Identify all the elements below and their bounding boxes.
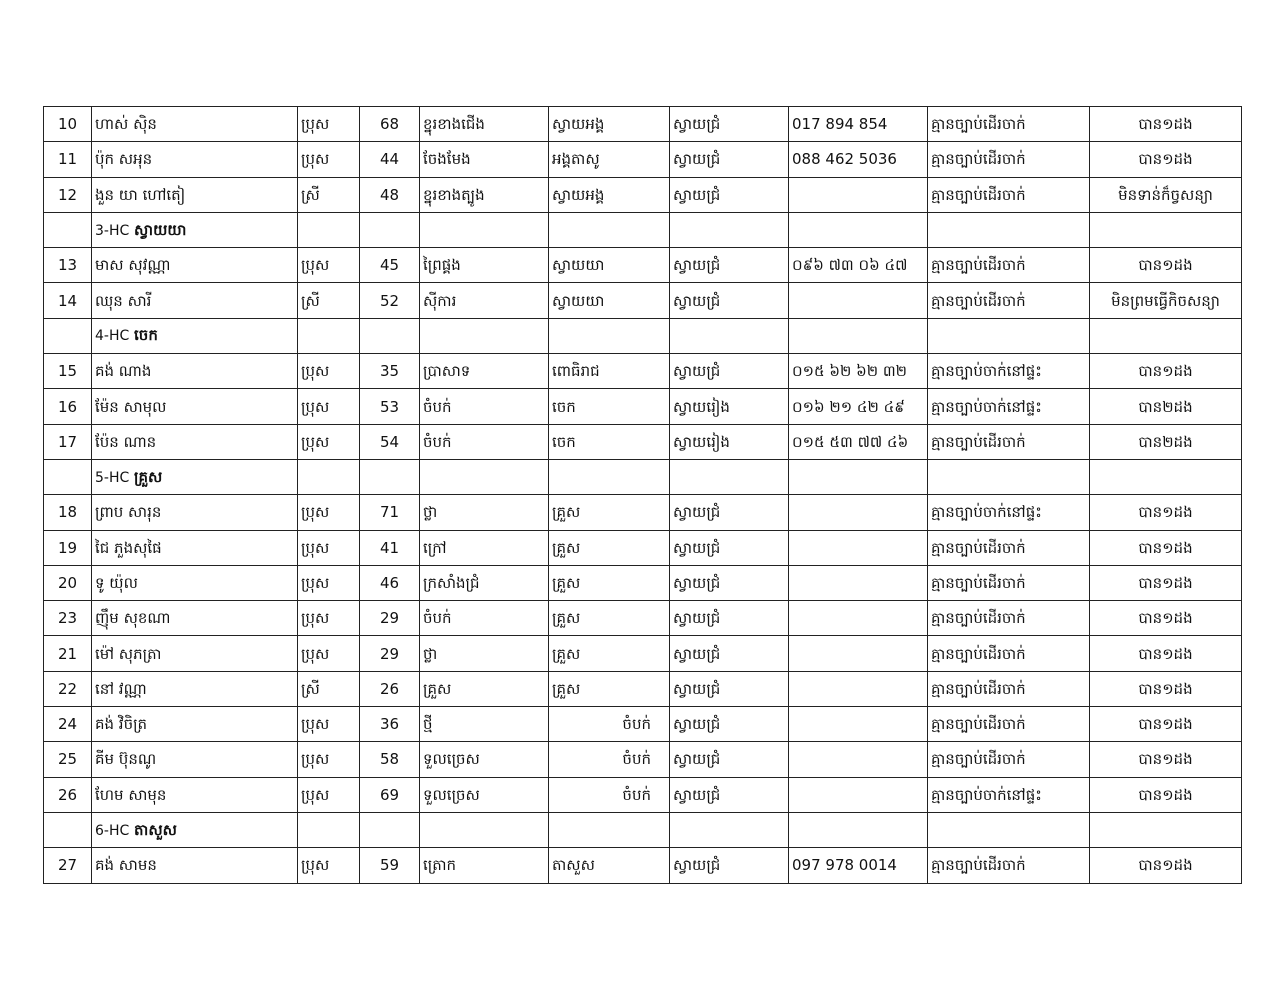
commune-name: ស្វាយយា [549,283,670,318]
person-sex: ប្រុស [298,777,360,812]
table-row [44,565,1242,600]
section-empty-cell [789,812,928,847]
health-center-name: តាសួស [134,820,177,839]
row-number: 25 [44,742,92,777]
section-empty-cell [360,318,420,353]
person-name: នៅ វណ្ណា [92,671,298,706]
person-sex: ប្រុស [298,354,360,389]
section-empty-cell [44,812,92,847]
section-empty-cell [298,812,360,847]
commune-name: ស្វាយយា [549,248,670,283]
section-label-cell [92,318,298,353]
phone-number: 088 462 5036 [789,142,928,177]
table-row [44,777,1242,812]
village-name: ស៊ីការ [420,283,549,318]
section-empty-cell [360,812,420,847]
person-sex: ស្រី [298,671,360,706]
vaccination-history: គ្មានច្បាប់ដើរចាក់ [928,530,1090,565]
row-number: 24 [44,707,92,742]
commune-name: ចេក [549,389,670,424]
phone-number: 017 894 854 [789,107,928,142]
phone-number: ០១៥ ៦២ ៦២ ៣២ [789,354,928,389]
village-name: ចែងមែង [420,142,549,177]
health-center-code: 3-HC [95,222,130,239]
row-number: 13 [44,248,92,283]
district-name: ស្វាយជ្រំ [670,742,789,777]
table-row [44,848,1242,883]
section-empty-cell [670,812,789,847]
section-empty-cell [549,459,670,494]
person-age: 36 [360,707,420,742]
dose-status: បាន១ដង [1090,777,1242,812]
section-empty-cell [928,812,1090,847]
table-row [44,707,1242,742]
table-row [44,107,1242,142]
person-name: ម៉ែន សាមុល [92,389,298,424]
district-name: ស្វាយជ្រំ [670,530,789,565]
health-center-code: 6-HC [95,822,130,839]
section-empty-cell [549,812,670,847]
row-number: 16 [44,389,92,424]
phone-number [789,530,928,565]
vaccination-history: គ្មានច្បាប់ដើរចាក់ [928,707,1090,742]
vaccination-history: គ្មានច្បាប់ដើរចាក់ [928,601,1090,636]
phone-number [789,707,928,742]
person-name: ប៉ុក សអុន [92,142,298,177]
district-name: ស្វាយជ្រំ [670,565,789,600]
person-age: 59 [360,848,420,883]
person-age: 29 [360,601,420,636]
phone-number [789,671,928,706]
commune-name: ចំបក់ [549,777,670,812]
person-age: 68 [360,107,420,142]
section-empty-cell [44,318,92,353]
village-name: ចំបក់ [420,389,549,424]
phone-number [789,565,928,600]
person-age: 58 [360,742,420,777]
phone-number: ០១៦ ២១ ៤២ ៤៩ [789,389,928,424]
section-empty-cell [420,318,549,353]
person-sex: ប្រុស [298,848,360,883]
person-age: 45 [360,248,420,283]
vaccination-history: គ្មានច្បាប់ចាក់នៅផ្ទះ [928,777,1090,812]
row-number: 12 [44,177,92,212]
table-row [44,142,1242,177]
person-age: 54 [360,424,420,459]
dose-status: បាន២ដង [1090,424,1242,459]
phone-number: ០១៥ ៥៣ ៧៧ ៤៦ [789,424,928,459]
person-age: 41 [360,530,420,565]
row-number: 18 [44,495,92,530]
vaccination-history: គ្មានច្បាប់ដើរចាក់ [928,424,1090,459]
table-row [44,495,1242,530]
district-name: ស្វាយរៀង [670,424,789,459]
table-row [44,177,1242,212]
section-empty-cell [789,459,928,494]
section-empty-cell [549,318,670,353]
person-age: 48 [360,177,420,212]
table-row [44,354,1242,389]
phone-number [789,742,928,777]
row-number: 11 [44,142,92,177]
health-center-code: 5-HC [95,469,130,486]
district-name: ស្វាយជ្រំ [670,142,789,177]
phone-number: 097 978 0014 [789,848,928,883]
person-name: ញ៉ឹម សុខណា [92,601,298,636]
section-empty-cell [1090,459,1242,494]
section-empty-cell [670,459,789,494]
row-number: 20 [44,565,92,600]
row-number: 17 [44,424,92,459]
dose-status: បាន២ដង [1090,389,1242,424]
commune-name: ពោធិរាជ [549,354,670,389]
dose-status: បាន១ដង [1090,495,1242,530]
table-row [44,636,1242,671]
person-sex: ប្រុស [298,495,360,530]
village-name: គ្រួស [420,671,549,706]
section-empty-cell [44,459,92,494]
table-row [44,248,1242,283]
person-sex: ប្រុស [298,707,360,742]
row-number: 27 [44,848,92,883]
person-age: 71 [360,495,420,530]
row-number: 23 [44,601,92,636]
section-empty-cell [789,318,928,353]
row-number: 15 [44,354,92,389]
vaccination-history: គ្មានច្បាប់ដើរចាក់ [928,848,1090,883]
person-name: ប៉ែន ណាន [92,424,298,459]
table-row [44,671,1242,706]
table-row [44,389,1242,424]
dose-status: បាន១ដង [1090,742,1242,777]
person-name: ម៉ៅ សុភត្រា [92,636,298,671]
table-row [44,283,1242,318]
commune-name: គ្រួស [549,636,670,671]
village-name: ចំបក់ [420,601,549,636]
village-name: ក្រៅ [420,530,549,565]
person-age: 46 [360,565,420,600]
section-header-row [44,212,1242,247]
row-number: 21 [44,636,92,671]
person-sex: ស្រី [298,283,360,318]
commune-name: គ្រួស [549,530,670,565]
person-name: ហាស់ ស៊ិន [92,107,298,142]
village-name: ព្រៃផ្គង [420,248,549,283]
dose-status: បាន១ដង [1090,707,1242,742]
district-name: ស្វាយជ្រំ [670,777,789,812]
village-name: ទួលច្រេស [420,777,549,812]
section-empty-cell [928,318,1090,353]
vaccination-history: គ្មានច្បាប់ដើរចាក់ [928,742,1090,777]
person-sex: ប្រុស [298,636,360,671]
district-name: ស្វាយជ្រំ [670,354,789,389]
row-number: 26 [44,777,92,812]
phone-number [789,495,928,530]
person-sex: ប្រុស [298,142,360,177]
phone-number [789,601,928,636]
district-name: ស្វាយជ្រំ [670,107,789,142]
commune-name: គ្រួស [549,671,670,706]
phone-number [789,777,928,812]
vaccination-history: គ្មានច្បាប់ដើរចាក់ [928,283,1090,318]
row-number: 14 [44,283,92,318]
village-name: ខ្នុរខាងត្បូង [420,177,549,212]
person-sex: ប្រុស [298,530,360,565]
dose-status: បាន១ដង [1090,671,1242,706]
dose-status: បាន១ដង [1090,636,1242,671]
section-header-row [44,812,1242,847]
person-name: ជៃ ភួងសុផៃ [92,530,298,565]
village-name: ប្រាសាទ [420,354,549,389]
person-age: 52 [360,283,420,318]
section-empty-cell [670,318,789,353]
commune-name: ចំបក់ [549,707,670,742]
phone-number [789,177,928,212]
village-name: ថ្លា [420,495,549,530]
section-header-row [44,459,1242,494]
person-name: ព្រាប សារុន [92,495,298,530]
village-name: ក្រសាំងជ្រំ [420,565,549,600]
commune-name: គ្រួស [549,565,670,600]
phone-number [789,283,928,318]
section-header-row [44,318,1242,353]
person-sex: ប្រុស [298,742,360,777]
district-name: ស្វាយជ្រំ [670,636,789,671]
dose-status: បាន១ដង [1090,142,1242,177]
district-name: ស្វាយជ្រំ [670,177,789,212]
section-empty-cell [44,212,92,247]
section-empty-cell [298,318,360,353]
row-number: 22 [44,671,92,706]
section-empty-cell [360,212,420,247]
district-name: ស្វាយជ្រំ [670,707,789,742]
vaccination-history: គ្មានច្បាប់ដើរចាក់ [928,671,1090,706]
person-name: គង់ សាមន [92,848,298,883]
section-label-cell [92,459,298,494]
district-name: ស្វាយជ្រំ [670,848,789,883]
table-row [44,742,1242,777]
commune-name: ស្វាយអង្គ [549,177,670,212]
section-empty-cell [789,212,928,247]
vaccination-history: គ្មានច្បាប់ដើរចាក់ [928,142,1090,177]
person-age: 53 [360,389,420,424]
district-name: ស្វាយជ្រំ [670,601,789,636]
person-age: 69 [360,777,420,812]
village-name: ថ្លា [420,636,549,671]
person-name: គីម ប៊ុនណូ [92,742,298,777]
person-sex: ប្រុស [298,565,360,600]
section-empty-cell [1090,318,1242,353]
village-name: ខ្នុរខាងជើង [420,107,549,142]
phone-number: ០៩៦ ៧៣ ០៦ ៤៧ [789,248,928,283]
dose-status: បាន១ដង [1090,601,1242,636]
health-center-code: 4-HC [95,328,130,345]
person-name: ឈុន សារី [92,283,298,318]
health-center-name: គ្រួស [134,467,163,486]
section-empty-cell [928,459,1090,494]
village-name: ចំបក់ [420,424,549,459]
section-empty-cell [928,212,1090,247]
district-name: ស្វាយរៀង [670,389,789,424]
person-sex: ប្រុស [298,601,360,636]
section-empty-cell [298,459,360,494]
person-age: 29 [360,636,420,671]
person-age: 44 [360,142,420,177]
table-row [44,424,1242,459]
dose-status: មិនព្រមធ្វើកិចសន្យា [1090,283,1242,318]
section-empty-cell [1090,212,1242,247]
district-name: ស្វាយជ្រំ [670,283,789,318]
section-label-cell [92,812,298,847]
person-sex: ប្រុស [298,424,360,459]
vaccination-history: គ្មានច្បាប់ចាក់នៅផ្ទះ [928,354,1090,389]
dose-status: បាន១ដង [1090,107,1242,142]
commune-name: គ្រួស [549,495,670,530]
section-empty-cell [420,812,549,847]
phone-number [789,636,928,671]
dose-status: បាន១ដង [1090,565,1242,600]
village-name: ត្រោក [420,848,549,883]
person-name: ទូ យ៉ុល [92,565,298,600]
commune-name: ស្វាយអង្គ [549,107,670,142]
section-empty-cell [670,212,789,247]
vaccination-history: គ្មានច្បាប់ចាក់នៅផ្ទះ [928,389,1090,424]
person-age: 35 [360,354,420,389]
village-name: ទួលច្រេស [420,742,549,777]
section-empty-cell [298,212,360,247]
commune-name: អង្គតាសូ [549,142,670,177]
table-row [44,530,1242,565]
person-age: 26 [360,671,420,706]
dose-status: បាន១ដង [1090,354,1242,389]
patient-list-table [43,106,1242,884]
row-number: 10 [44,107,92,142]
row-number: 19 [44,530,92,565]
commune-name: ចំបក់ [549,742,670,777]
district-name: ស្វាយជ្រំ [670,671,789,706]
dose-status: បាន១ដង [1090,248,1242,283]
vaccination-history: គ្មានច្បាប់ដើរចាក់ [928,248,1090,283]
person-name: ហែម សាមុន [92,777,298,812]
vaccination-history: គ្មានច្បាប់ចាក់នៅផ្ទះ [928,495,1090,530]
section-empty-cell [420,459,549,494]
vaccination-history: គ្មានច្បាប់ដើរចាក់ [928,636,1090,671]
section-empty-cell [420,212,549,247]
person-name: ងួន យា ហៅតៀ [92,177,298,212]
person-sex: ប្រុស [298,389,360,424]
dose-status: បាន១ដង [1090,530,1242,565]
vaccination-history: គ្មានច្បាប់ដើរចាក់ [928,565,1090,600]
person-name: មាស សុវណ្ណា [92,248,298,283]
table-row [44,601,1242,636]
person-sex: ស្រី [298,177,360,212]
district-name: ស្វាយជ្រំ [670,248,789,283]
village-name: ថ្មី [420,707,549,742]
dose-status: បាន១ដង [1090,848,1242,883]
district-name: ស្វាយជ្រំ [670,495,789,530]
section-empty-cell [549,212,670,247]
person-name: គង់ ណាង [92,354,298,389]
section-empty-cell [1090,812,1242,847]
person-sex: ប្រុស [298,107,360,142]
vaccination-history: គ្មានច្បាប់ដើរចាក់ [928,177,1090,212]
person-name: គង់ វិចិត្រ [92,707,298,742]
commune-name: តាសួស [549,848,670,883]
commune-name: គ្រួស [549,601,670,636]
health-center-name: ចេក [134,326,158,345]
vaccination-history: គ្មានច្បាប់ដើរចាក់ [928,107,1090,142]
person-sex: ប្រុស [298,248,360,283]
commune-name: ចេក [549,424,670,459]
dose-status: មិនទាន់ក៏ច្វសន្យា [1090,177,1242,212]
section-empty-cell [360,459,420,494]
section-label-cell [92,212,298,247]
health-center-name: ស្វាយយា [134,220,187,239]
